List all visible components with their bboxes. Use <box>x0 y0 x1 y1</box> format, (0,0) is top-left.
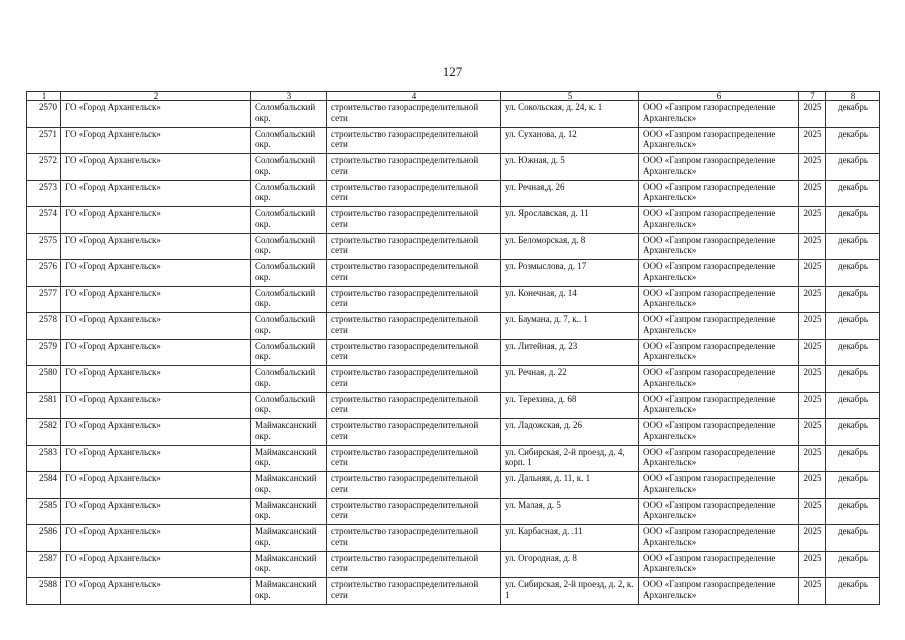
district-cell: Соломбальский окр. <box>251 127 327 154</box>
district-cell: Маймаксанский окр. <box>251 551 327 578</box>
month-cell: декабрь <box>826 339 880 366</box>
month-cell: декабрь <box>826 207 880 234</box>
work-type-cell: строительство газораспределительной сети <box>327 445 501 472</box>
column-header: 7 <box>799 92 826 101</box>
organization-cell: ООО «Газпром газораспределение Архангельск» <box>639 366 799 393</box>
row-number: 2582 <box>27 419 61 446</box>
work-type-cell: строительство газораспределительной сети <box>327 472 501 499</box>
municipality-cell: ГО «Город Архангельск» <box>61 551 251 578</box>
row-number: 2585 <box>27 498 61 525</box>
table-row <box>27 578 880 605</box>
month-cell: декабрь <box>826 525 880 552</box>
district-cell: Маймаксанский окр. <box>251 445 327 472</box>
year-cell: 2025 <box>799 498 826 525</box>
district-cell: Соломбальский окр. <box>251 366 327 393</box>
work-type-cell: строительство газораспределительной сети <box>327 154 501 181</box>
organization-cell: ООО «Газпром газораспределение Архангельск» <box>639 154 799 181</box>
address-cell: ул. Конечная, д. 14 <box>501 286 639 313</box>
district-cell: Соломбальский окр. <box>251 339 327 366</box>
municipality-cell: ГО «Город Архангельск» <box>61 180 251 207</box>
municipality-cell: ГО «Город Архангельск» <box>61 260 251 287</box>
district-cell: Соломбальский окр. <box>251 101 327 128</box>
column-header: 8 <box>826 92 880 101</box>
table-row <box>27 525 880 552</box>
column-header: 3 <box>251 92 327 101</box>
municipality-cell: ГО «Город Архангельск» <box>61 154 251 181</box>
month-cell: декабрь <box>826 233 880 260</box>
municipality-cell: ГО «Город Архангельск» <box>61 101 251 128</box>
month-cell: декабрь <box>826 392 880 419</box>
municipality-cell: ГО «Город Архангельск» <box>61 392 251 419</box>
work-type-cell: строительство газораспределительной сети <box>327 578 501 605</box>
month-cell: декабрь <box>826 313 880 340</box>
organization-cell: ООО «Газпром газораспределение Архангельск» <box>639 419 799 446</box>
work-type-cell: строительство газораспределительной сети <box>327 260 501 287</box>
address-cell: ул. Сибирская, 2-й проезд, д. 4, корп. 1 <box>501 445 639 472</box>
year-cell: 2025 <box>799 445 826 472</box>
work-type-cell: строительство газораспределительной сети <box>327 313 501 340</box>
address-cell: ул. Сокольская, д. 24, к. 1 <box>501 101 639 128</box>
work-type-cell: строительство газораспределительной сети <box>327 366 501 393</box>
year-cell: 2025 <box>799 551 826 578</box>
table-row <box>27 339 880 366</box>
district-cell: Маймаксанский окр. <box>251 578 327 605</box>
municipality-cell: ГО «Город Архангельск» <box>61 498 251 525</box>
district-cell: Соломбальский окр. <box>251 392 327 419</box>
address-cell: ул. Ладожская, д. 26 <box>501 419 639 446</box>
organization-cell: ООО «Газпром газораспределение Архангельск» <box>639 127 799 154</box>
municipality-cell: ГО «Город Архангельск» <box>61 127 251 154</box>
municipality-cell: ГО «Город Архангельск» <box>61 286 251 313</box>
address-cell: ул. Речная,д. 26 <box>501 180 639 207</box>
municipality-cell: ГО «Город Архангельск» <box>61 207 251 234</box>
table-row <box>27 313 880 340</box>
district-cell: Соломбальский окр. <box>251 286 327 313</box>
table-row <box>27 472 880 499</box>
column-header: 2 <box>61 92 251 101</box>
organization-cell: ООО «Газпром газораспределение Архангельск» <box>639 578 799 605</box>
municipality-cell: ГО «Город Архангельск» <box>61 472 251 499</box>
address-cell: ул. Сибирская, 2-й проезд, д. 2, к. 1 <box>501 578 639 605</box>
organization-cell: ООО «Газпром газораспределение Архангельск» <box>639 233 799 260</box>
district-cell: Соломбальский окр. <box>251 313 327 340</box>
work-type-cell: строительство газораспределительной сети <box>327 207 501 234</box>
month-cell: декабрь <box>826 286 880 313</box>
organization-cell: ООО «Газпром газораспределение Архангельск» <box>639 180 799 207</box>
row-number: 2571 <box>27 127 61 154</box>
municipality-cell: ГО «Город Архангельск» <box>61 366 251 393</box>
organization-cell: ООО «Газпром газораспределение Архангельск» <box>639 445 799 472</box>
organization-cell: ООО «Газпром газораспределение Архангельск» <box>639 313 799 340</box>
address-cell: ул. Дальняя, д. 11, к. 1 <box>501 472 639 499</box>
municipality-cell: ГО «Город Архангельск» <box>61 445 251 472</box>
table-row <box>27 445 880 472</box>
address-cell: ул. Суханова, д. 12 <box>501 127 639 154</box>
row-number: 2578 <box>27 313 61 340</box>
month-cell: декабрь <box>826 551 880 578</box>
address-cell: ул. Терехина, д. 68 <box>501 392 639 419</box>
registry-table <box>26 91 880 605</box>
work-type-cell: строительство газораспределительной сети <box>327 233 501 260</box>
address-cell: ул. Речная, д. 22 <box>501 366 639 393</box>
row-number: 2575 <box>27 233 61 260</box>
column-header: 6 <box>639 92 799 101</box>
district-cell: Маймаксанский окр. <box>251 419 327 446</box>
table-row <box>27 233 880 260</box>
municipality-cell: ГО «Город Архангельск» <box>61 419 251 446</box>
municipality-cell: ГО «Город Архангельск» <box>61 525 251 552</box>
organization-cell: ООО «Газпром газораспределение Архангельск» <box>639 260 799 287</box>
address-cell: ул. Огородная, д. 8 <box>501 551 639 578</box>
row-number: 2570 <box>27 101 61 128</box>
work-type-cell: строительство газораспределительной сети <box>327 498 501 525</box>
organization-cell: ООО «Газпром газораспределение Архангельск» <box>639 339 799 366</box>
month-cell: декабрь <box>826 127 880 154</box>
month-cell: декабрь <box>826 366 880 393</box>
organization-cell: ООО «Газпром газораспределение Архангельск» <box>639 101 799 128</box>
month-cell: декабрь <box>826 498 880 525</box>
work-type-cell: строительство газораспределительной сети <box>327 525 501 552</box>
year-cell: 2025 <box>799 366 826 393</box>
district-cell: Соломбальский окр. <box>251 233 327 260</box>
organization-cell: ООО «Газпром газораспределение Архангельск» <box>639 207 799 234</box>
month-cell: декабрь <box>826 578 880 605</box>
address-cell: ул. Литейная, д. 23 <box>501 339 639 366</box>
district-cell: Соломбальский окр. <box>251 207 327 234</box>
organization-cell: ООО «Газпром газораспределение Архангельск» <box>639 551 799 578</box>
table-row <box>27 260 880 287</box>
row-number: 2584 <box>27 472 61 499</box>
address-cell: ул. Малая, д. 5 <box>501 498 639 525</box>
row-number: 2574 <box>27 207 61 234</box>
year-cell: 2025 <box>799 525 826 552</box>
work-type-cell: строительство газораспределительной сети <box>327 551 501 578</box>
work-type-cell: строительство газораспределительной сети <box>327 127 501 154</box>
table-row <box>27 366 880 393</box>
year-cell: 2025 <box>799 472 826 499</box>
month-cell: декабрь <box>826 260 880 287</box>
organization-cell: ООО «Газпром газораспределение Архангельск» <box>639 392 799 419</box>
work-type-cell: строительство газораспределительной сети <box>327 286 501 313</box>
table-row <box>27 498 880 525</box>
work-type-cell: строительство газораспределительной сети <box>327 339 501 366</box>
address-cell: ул. Карбасная, д. .11 <box>501 525 639 552</box>
address-cell: ул. Южная, д. 5 <box>501 154 639 181</box>
row-number: 2573 <box>27 180 61 207</box>
year-cell: 2025 <box>799 339 826 366</box>
row-number: 2581 <box>27 392 61 419</box>
row-number: 2588 <box>27 578 61 605</box>
district-cell: Маймаксанский окр. <box>251 472 327 499</box>
month-cell: декабрь <box>826 180 880 207</box>
row-number: 2586 <box>27 525 61 552</box>
organization-cell: ООО «Газпром газораспределение Архангельск» <box>639 286 799 313</box>
municipality-cell: ГО «Город Архангельск» <box>61 339 251 366</box>
table-row <box>27 551 880 578</box>
district-cell: Маймаксанский окр. <box>251 498 327 525</box>
year-cell: 2025 <box>799 154 826 181</box>
table-row <box>27 127 880 154</box>
page-number: 127 <box>442 64 463 79</box>
year-cell: 2025 <box>799 233 826 260</box>
work-type-cell: строительство газораспределительной сети <box>327 392 501 419</box>
row-number: 2579 <box>27 339 61 366</box>
year-cell: 2025 <box>799 286 826 313</box>
district-cell: Соломбальский окр. <box>251 154 327 181</box>
municipality-cell: ГО «Город Архангельск» <box>61 313 251 340</box>
organization-cell: ООО «Газпром газораспределение Архангельск» <box>639 472 799 499</box>
table-row <box>27 101 880 128</box>
table-row <box>27 392 880 419</box>
table-row <box>27 286 880 313</box>
year-cell: 2025 <box>799 207 826 234</box>
row-number: 2576 <box>27 260 61 287</box>
address-cell: ул. Беломорская, д. 8 <box>501 233 639 260</box>
table-header-row <box>27 92 880 101</box>
table-row <box>27 180 880 207</box>
month-cell: декабрь <box>826 154 880 181</box>
row-number: 2583 <box>27 445 61 472</box>
year-cell: 2025 <box>799 127 826 154</box>
organization-cell: ООО «Газпром газораспределение Архангельск» <box>639 498 799 525</box>
year-cell: 2025 <box>799 260 826 287</box>
organization-cell: ООО «Газпром газораспределение Архангельск» <box>639 525 799 552</box>
month-cell: декабрь <box>826 445 880 472</box>
work-type-cell: строительство газораспределительной сети <box>327 180 501 207</box>
month-cell: декабрь <box>826 472 880 499</box>
work-type-cell: строительство газораспределительной сети <box>327 419 501 446</box>
municipality-cell: ГО «Город Архангельск» <box>61 578 251 605</box>
work-type-cell: строительство газораспределительной сети <box>327 101 501 128</box>
year-cell: 2025 <box>799 101 826 128</box>
table-row <box>27 207 880 234</box>
column-header: 4 <box>327 92 501 101</box>
column-header: 1 <box>27 92 61 101</box>
row-number: 2580 <box>27 366 61 393</box>
row-number: 2572 <box>27 154 61 181</box>
year-cell: 2025 <box>799 578 826 605</box>
table-row <box>27 154 880 181</box>
month-cell: декабрь <box>826 101 880 128</box>
address-cell: ул. Ярославская, д. 11 <box>501 207 639 234</box>
municipality-cell: ГО «Город Архангельск» <box>61 233 251 260</box>
month-cell: декабрь <box>826 419 880 446</box>
address-cell: ул. Баумана, д. 7, к.. 1 <box>501 313 639 340</box>
year-cell: 2025 <box>799 313 826 340</box>
district-cell: Соломбальский окр. <box>251 180 327 207</box>
table-row <box>27 419 880 446</box>
district-cell: Маймаксанский окр. <box>251 525 327 552</box>
address-cell: ул. Розмыслова, д. 17 <box>501 260 639 287</box>
year-cell: 2025 <box>799 180 826 207</box>
row-number: 2577 <box>27 286 61 313</box>
district-cell: Соломбальский окр. <box>251 260 327 287</box>
year-cell: 2025 <box>799 419 826 446</box>
year-cell: 2025 <box>799 392 826 419</box>
row-number: 2587 <box>27 551 61 578</box>
column-header: 5 <box>501 92 639 101</box>
